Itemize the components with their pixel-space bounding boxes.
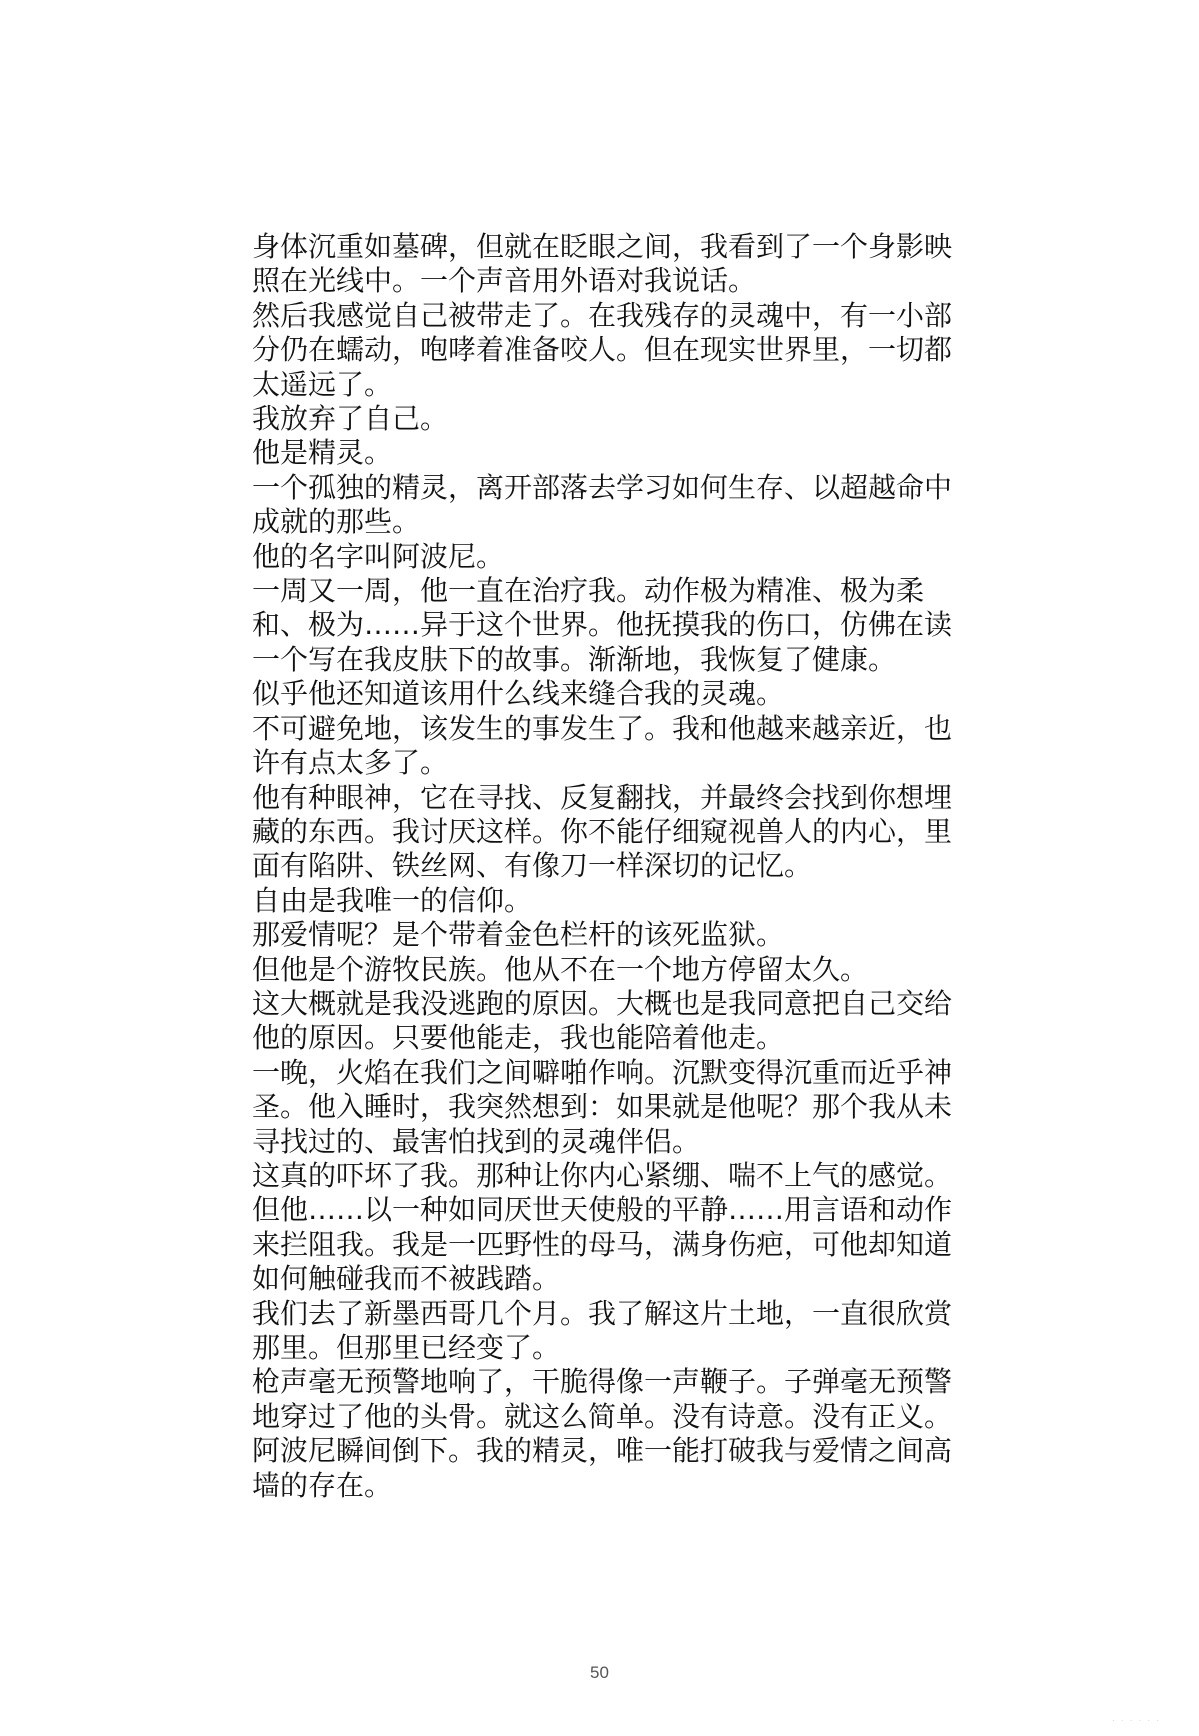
paragraph: 但他……以一种如同厌世天使般的平静……用言语和动作来拦阻我。我是一匹野性的母马，满身伤疤，可他却知道如何触碰我而不被践踏。 [252,1193,953,1296]
paragraph: 我放弃了自己。 [252,402,449,436]
paragraph: 这真的吓坏了我。那种让你内心紧绷、喘不上气的感觉。 [252,1158,953,1192]
paragraph: 一个孤独的精灵，离开部落去学习如何生存、以超越命中成就的那些。 [252,470,953,539]
paragraph: 一周又一周，他一直在治疗我。动作极为精准、极为柔和、极为……异于这个世界。他抚摸我的伤口，仿佛在读一个写在我皮肤下的故事。渐渐地，我恢复了健康。 [252,574,953,676]
paragraph: 他是精灵。 [252,436,393,470]
paragraph: 那爱情呢？是个带着金色栏杆的该死监狱。 [252,918,785,952]
scan-corner-mark: · · · · · · [1112,1716,1162,1725]
paragraph: 他的名字叫阿波尼。 [252,539,505,573]
page-number: 50 [590,1663,609,1682]
paragraph: 我们去了新墨西哥几个月。我了解这片土地，一直很欣赏那里。但那里已经变了。 [252,1296,953,1364]
paragraph: 他有种眼神，它在寻找、反复翻找，并最终会找到你想埋藏的东西。我讨厌这样。你不能仔细窥视兽人的内心，里面有陷阱、铁丝网、有像刀一样深切的记忆。 [252,780,953,883]
paragraph: 自由是我唯一的信仰。 [252,883,533,917]
paragraph: 身体沉重如墓碑，但就在眨眼之间，我看到了一个身影映照在光线中。一个声音用外语对我说话。 [252,230,953,298]
paragraph: 似乎他还知道该用什么线来缝合我的灵魂。 [252,677,785,711]
paragraph: 但他是个游牧民族。他从不在一个地方停留太久。 [252,952,869,986]
paragraph: 然后我感觉自己被带走了。在我残存的灵魂中，有一小部分仍在蠕动，咆哮着准备咬人。但在现实世界里，一切都太遥远了。 [252,298,953,401]
paragraph: 这大概就是我没逃跑的原因。大概也是我同意把自己交给他的原因。只要他能走，我也能陪着他走。 [252,986,953,1055]
body-text [252,230,972,1503]
paragraph: 一晚，火焰在我们之间噼啪作响。沉默变得沉重而近乎神圣。他入睡时，我突然想到：如果就是他呢？那个我从未寻找过的、最害怕找到的灵魂伴侣。 [252,1055,953,1158]
paragraph: 枪声毫无预警地响了，干脆得像一声鞭子。子弹毫无预警地穿过了他的头骨。就这么简单。没有诗意。没有正义。阿波尼瞬间倒下。我的精灵，唯一能打破我与爱情之间高墙的存在。 [252,1365,953,1502]
paragraph: 不可避免地，该发生的事发生了。我和他越来越亲近，也许有点太多了。 [252,711,953,780]
